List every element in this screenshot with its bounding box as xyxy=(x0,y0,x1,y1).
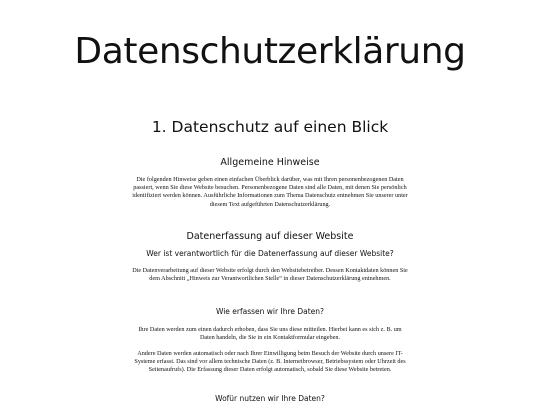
section-heading-data-protection-overview: 1. Datenschutz auf einen Blick xyxy=(151,118,389,136)
question-responsible-party: Wer ist verantwortlich für die Datenerfassung auf dieser Website? xyxy=(146,249,394,258)
paragraph-how-collected-2: Andere Daten werden automatisch oder nach Ihrer Einwilligung beim Besuch der Website durch unsere IT-Systeme erfasst. Das sind vor allem technische Daten (z. B. Internetbrowser, Betriebssystem oder Uhrzeit des Seitenaufrufs). Die Erfassung dieser Daten erfolgt automatisch, sobald Sie diese Website betreten. xyxy=(134,350,406,374)
question-data-usage: Wofür nutzen wir Ihre Daten? xyxy=(215,394,325,403)
paragraph-responsible-party: Die Datenverarbeitung auf dieser Website erfolgt durch den Websitebetreiber. Dessen Kontaktdaten können Sie dem Abschnitt „Hinweis zur Verantwortlichen Stelle“ in dieser Datenschutzerklärung entnehmen. xyxy=(132,267,408,283)
paragraph-how-collected-1: Ihre Daten werden zum einen dadurch erhoben, dass Sie uns diese mitteilen. Hierbei kann es sich z. B. um Daten handeln, die Sie in ein Kontaktformular eingeben. xyxy=(138,326,402,342)
page-title: Datenschutzerklärung xyxy=(74,31,466,72)
subheading-general-notes: Allgemeine Hinweise xyxy=(220,157,320,168)
paragraph-general-notes: Die folgenden Hinweise geben einen einfachen Überblick darüber, was mit Ihren personenbezogenen Daten passiert, wenn Sie diese Website besuchen. Personenbezogene Daten sind alle Daten, mit denen Sie persönlich identifiziert werden können. Ausführliche Informationen zum Thema Datenschutz entnehmen Sie unserer unter diesem Text aufgeführten Datenschutzerklärung. xyxy=(132,176,408,208)
subheading-data-collection: Datenerfassung auf dieser Website xyxy=(186,231,354,242)
question-how-collected: Wie erfassen wir Ihre Daten? xyxy=(215,307,325,316)
